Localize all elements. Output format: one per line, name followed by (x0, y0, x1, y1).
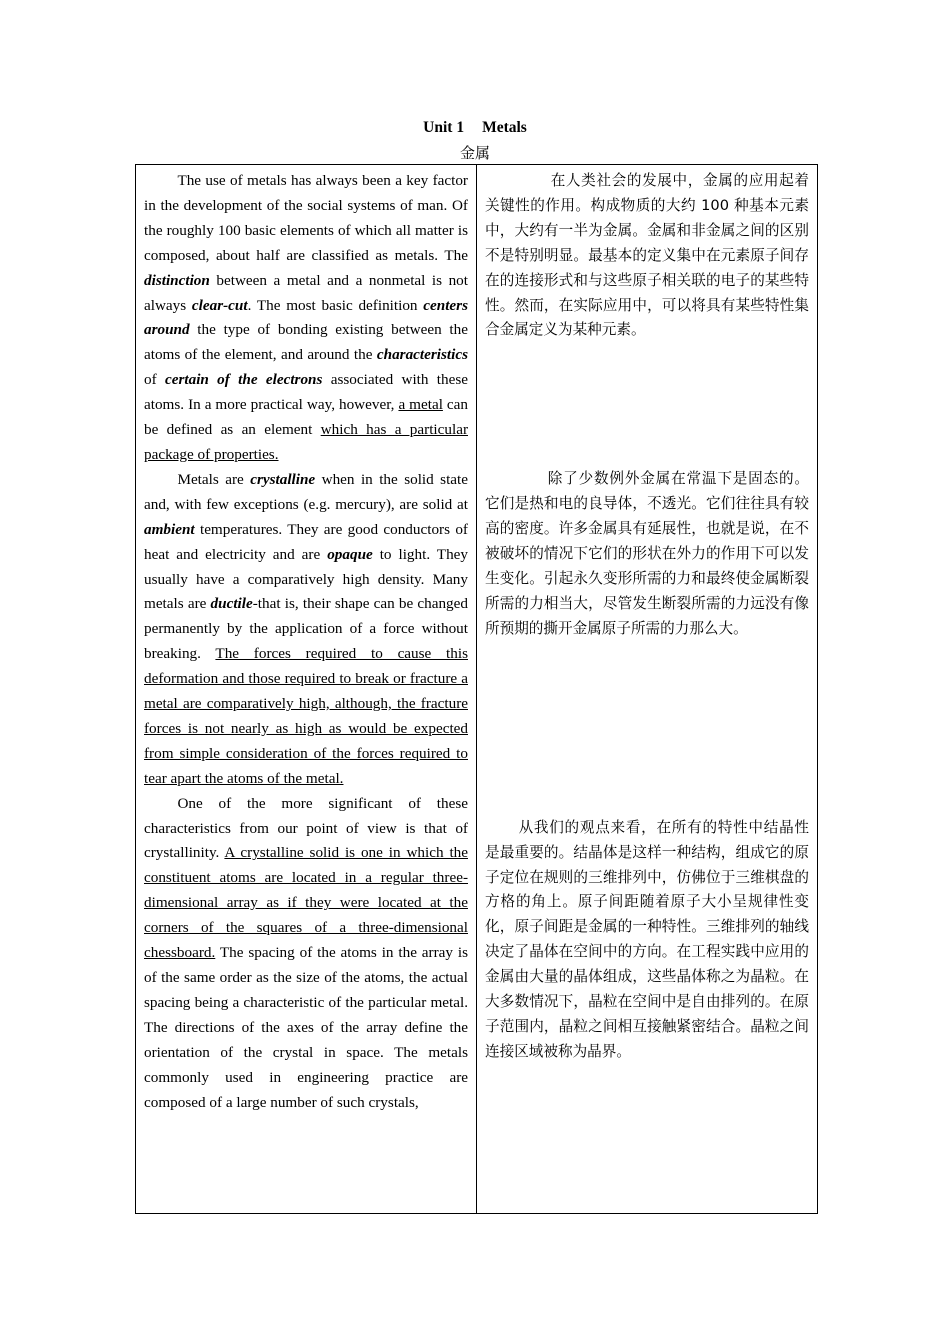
chinese-paragraph-2: 除了少数例外金属在常温下是固态的。它们是热和电的良导体，不透光。它们往往具有较高的密度。许多金属具有延展性，也就是说，在不被破坏的情况下它们的形状在外力的作用下可以发生变化。引起永久变形所需的力和最终使金属断裂所需的力相当大，尽管发生断裂所需的力远没有像所预期的撕开金属原子所需的力那么大。 (485, 470, 809, 637)
key-term: characteristics (376, 346, 468, 364)
unit-subtitle-chinese: 金属 (459, 144, 490, 162)
key-term: ductile (210, 595, 253, 613)
unit-topic: Metals (482, 119, 527, 136)
key-term: opaque (327, 545, 373, 563)
text-run: associated with these atoms. In a more practical way, however, (144, 371, 469, 414)
text-run: when in the solid state and, with few exceptions (e.g. mercury), are solid at (144, 470, 469, 513)
text-run: One of the more significant of these characteristics from our point of view is that of crystallinity. (144, 794, 468, 862)
key-term: centers around (144, 296, 468, 339)
text-run: The spacing of the atoms in the array is of the same order as the size of the atoms, the actual spacing being a characteristic of the particular metal. The directions of the axes of the array define the orientation of the crystal in space. The metals commonly used in engineering practice are composed of a large number of such crystals, (144, 944, 468, 1111)
english-column (136, 165, 477, 1214)
english-paragraph-1 (144, 169, 468, 468)
bilingual-text-table (135, 164, 818, 1214)
underlined-phrase: a metal (398, 396, 443, 414)
text-run: the type of bonding existing between the atoms of the element, and around the (144, 321, 468, 364)
key-term: certain of the electrons (164, 371, 323, 389)
key-term: crystalline (250, 470, 316, 488)
unit-number: Unit 1 (423, 119, 465, 136)
underlined-sentence: A crystalline solid is one in which the constituent atoms are located in a regular three-dimensional array as if they were located at the corners of the squares of a three-dimensional chessboard. (144, 844, 468, 962)
text-run: . The most basic definition (247, 296, 424, 314)
key-term: ambient (144, 520, 195, 538)
text-run: The use of metals has always been a key factor in the development of the social systems of man. Of the roughly 100 basic elements of which all matter is composed, about half are classified as metals. The (144, 172, 468, 264)
table-row (136, 165, 818, 1214)
english-paragraph-3 (144, 792, 468, 1116)
text-run: Metals are (177, 470, 251, 488)
chinese-paragraph-3: 从我们的观点来看，在所有的特性中结晶性是最重要的。结晶体是这样一种结构，组成它的原子定位在规则的三维排列中，仿佛位于三维棋盘的方格的角上。原子间距随着原子大小呈规律性变化，原子间距是金属的一种特性。三维排列的轴线决定了晶体在空间中的方向。在工程实践中应用的金属由大量的晶体组成，这些晶体称之为晶粒。在大多数情况下，晶粒在空间中是自由排列的。在原子范围内，晶粒之间相互接触紧密结合。晶粒之间连接区域被称为晶界。 (485, 818, 809, 1060)
unit-title (0, 118, 950, 138)
english-paragraph-2 (144, 468, 468, 792)
key-term: distinction (144, 271, 210, 289)
text-run: can be defined as an element (144, 396, 468, 439)
underlined-sentence: The forces required to cause this deformation and those required to break or fracture a metal are comparatively high, although, the fracture forces is not nearly as high as would be expected from simple consideration of the forces required to tear apart the atoms of the metal. (144, 645, 468, 787)
text-run: to light. They usually have a comparatively high density. Many metals are (144, 545, 469, 613)
chinese-paragraph-1: 在人类社会的发展中，金属的应用起着关键性的作用。构成物质的大约 100 种基本元素中，大约有一半为金属。金属和非金属之间的区别不是特别明显。最基本的定义集中在元素原子间存在的连接形式和与这些原子相关联的电子的某些特性。然而，在实际应用中，可以将具有某些特性集合金属定义为某种元素。 (485, 172, 809, 339)
underlined-phrase: which has a particular package of properties. (144, 421, 468, 463)
text-run: of (144, 371, 165, 389)
text-run: temperatures. They are good conductors of heat and electricity and are (144, 520, 468, 563)
key-term: clear-cut (191, 296, 248, 314)
chinese-column (477, 165, 818, 1214)
text-run: between a metal and a nonmetal is not always (144, 271, 468, 314)
text-run: -that is, their shape can be changed permanently by the application of a force without breaking. (144, 595, 468, 663)
